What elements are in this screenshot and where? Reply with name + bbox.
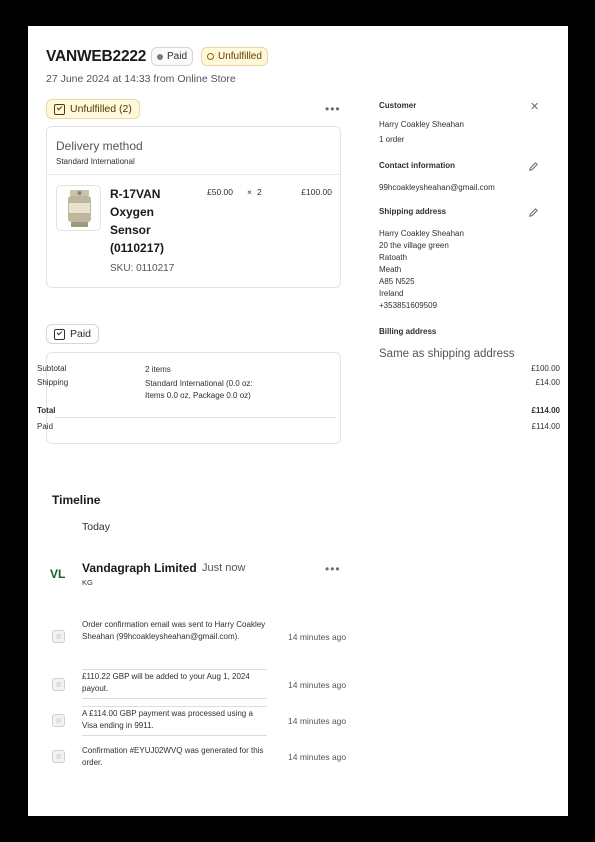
paid-row-value: £114.00 — [531, 422, 560, 431]
subtotal-value: £100.00 — [531, 364, 560, 373]
product-name-line: (0110217) — [110, 241, 165, 255]
timeline-more-icon[interactable]: ••• — [325, 562, 341, 576]
product-multiply-sign: × — [247, 187, 252, 197]
fulfillment-status-label: Unfulfilled — [218, 51, 262, 62]
package-icon — [54, 104, 65, 115]
event-marker-icon — [52, 750, 65, 763]
address-line: Ratoath — [379, 253, 408, 262]
product-line-total: £100.00 — [301, 187, 332, 197]
status-dot-icon — [157, 54, 163, 60]
subtotal-desc: 2 items — [145, 365, 171, 374]
shipping-desc: Standard International (0.0 oz: Items 0.0 oz, Package 0.0 oz) — [145, 379, 253, 400]
timeline-event-time: 14 minutes ago — [288, 680, 347, 690]
summary-divider — [55, 417, 336, 418]
timeline-heading: Timeline — [52, 493, 101, 507]
shipping-heading: Shipping address — [379, 207, 447, 216]
timeline-event: Confirmation #EYUJ02WVQ was generated for this order. — [82, 746, 264, 767]
event-marker-icon — [52, 630, 65, 643]
customer-name-link[interactable]: Harry Coakley Sheahan — [379, 120, 464, 129]
more-actions-icon[interactable]: ••• — [325, 102, 341, 116]
subtotal-label: Subtotal — [37, 364, 67, 373]
shipping-value: £14.00 — [535, 378, 560, 387]
product-image[interactable] — [56, 185, 101, 231]
product-name-line: R-17VAN — [110, 187, 161, 201]
timeline-event-time: 14 minutes ago — [288, 632, 347, 642]
timeline-event[interactable]: £110.22 GBP will be added to your Aug 1, 2024 payout. — [82, 669, 267, 699]
status-ring-icon — [207, 53, 214, 60]
customer-heading: Customer — [379, 101, 417, 110]
address-line: Meath — [379, 265, 402, 274]
product-unit-price: £50.00 — [207, 187, 233, 197]
avatar: VL — [50, 567, 66, 581]
timeline-event-time: 14 minutes ago — [288, 716, 347, 726]
paid-pill — [46, 324, 99, 344]
timeline-day-label: Today — [82, 521, 111, 533]
order-id: VANWEB2222 — [46, 48, 147, 65]
product-name-line: Sensor — [110, 223, 151, 237]
paid-row-label: Paid — [37, 422, 54, 431]
fulfillment-card — [46, 126, 341, 288]
shipping-address — [379, 228, 464, 312]
unfulfilled-label: Unfulfilled (2) — [70, 103, 132, 115]
paid-label: Paid — [70, 328, 92, 340]
shipping-label: Shipping — [37, 378, 69, 387]
total-value: £114.00 — [531, 406, 560, 415]
payment-status-label: Paid — [167, 51, 188, 62]
close-icon[interactable]: ✕ — [530, 101, 540, 113]
payment-status-badge — [151, 47, 193, 66]
timeline-event[interactable]: A £114.00 GBP payment was processed using a Visa ending in 9911. — [82, 706, 267, 736]
order-date: 27 June 2024 at 14:33 from Online Store — [46, 73, 236, 85]
customer-order-count[interactable]: 1 order — [379, 135, 405, 144]
timeline-author-initials: KG — [82, 578, 93, 587]
billing-value: Same as shipping address — [379, 348, 515, 360]
timeline-event-time: 14 minutes ago — [288, 752, 347, 762]
card-divider — [47, 174, 340, 175]
event-marker-icon — [52, 714, 65, 727]
address-line: Harry Coakley Sheahan — [379, 229, 464, 238]
billing-heading: Billing address — [379, 327, 437, 336]
delivery-method-title: Delivery method — [56, 139, 143, 153]
edit-shipping-pencil-icon[interactable] — [528, 207, 539, 218]
oxygen-sensor-icon — [57, 186, 101, 231]
timeline-author: Vandagraph Limited — [82, 561, 197, 575]
timeline-author-time: Just now — [202, 562, 246, 574]
edit-contact-pencil-icon[interactable] — [528, 161, 539, 172]
fulfillment-status-badge — [201, 47, 268, 66]
address-line: A85 N525 — [379, 277, 415, 286]
product-quantity: 2 — [257, 187, 262, 197]
address-line: Ireland — [379, 289, 404, 298]
event-marker-icon — [52, 678, 65, 691]
unfulfilled-pill — [46, 99, 140, 119]
product-sku: SKU: 0110217 — [110, 263, 175, 274]
address-line: 20 the village green — [379, 241, 449, 250]
product-name-line: Oxygen — [110, 205, 155, 219]
total-label: Total — [37, 406, 56, 415]
timeline-event: Order confirmation email was sent to Harry Coakley Sheahan (99hcoakleysheahan@gmail.com). — [82, 620, 266, 641]
address-phone: +353851609509 — [379, 301, 438, 310]
contact-email[interactable]: 99hcoakleysheahan@gmail.com — [379, 183, 495, 192]
delivery-method-value: Standard International — [56, 157, 135, 166]
order-page — [28, 26, 568, 816]
product-name[interactable] — [110, 185, 200, 257]
receipt-icon — [54, 329, 65, 340]
contact-heading: Contact information — [379, 161, 455, 170]
